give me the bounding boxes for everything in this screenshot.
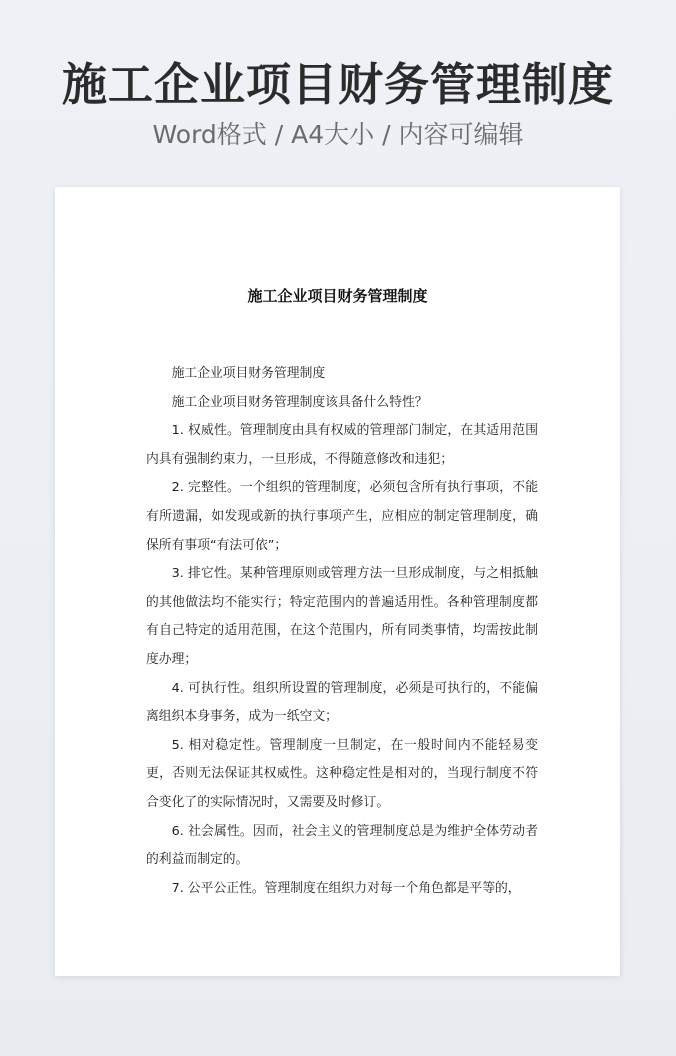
banner-subtitle: Word格式 / A4大小 / 内容可编辑: [152, 120, 524, 149]
document-page: [55, 187, 620, 976]
document-paragraph: 4. 可执行性。组织所设置的管理制度，必须是可执行的，不能偏离组织本身事务，成为一纸空文；: [146, 680, 538, 725]
document-body: [146, 360, 538, 903]
document-paragraph: 施工企业项目财务管理制度: [171, 366, 326, 381]
document-paragraph: 2. 完整性。一个组织的管理制度，必须包含所有执行事项，不能有所遗漏，如发现或新的执行事项产生，应相应的制定管理制度，确保所有事项“有法可依”；: [146, 480, 538, 553]
document-paragraph: 6. 社会属性。因而，社会主义的管理制度总是为维护全体劳动者的利益而制定的。: [146, 823, 538, 868]
document-paragraph: 7. 公平公正性。管理制度在组织力对每一个角色都是平等的，: [171, 880, 521, 896]
document-paragraph: 3. 排它性。某种管理原则或管理方法一旦形成制度，与之相抵触的其他做法均不能实行；特定范围内的普遍适用性。各种管理制度都有自己特定的适用范围，在这个范围内，所有同类事情，均需按此制度办理；: [146, 566, 538, 667]
document-title: 施工企业项目财务管理制度: [247, 287, 428, 305]
document-paragraph: 5. 相对稳定性。管理制度一旦制定，在一般时间内不能轻易变更，否则无法保证其权威性。这种稳定性是相对的，当现行制度不符合变化了的实际情况时，又需要及时修订。: [146, 737, 538, 810]
banner-title: 施工企业项目财务管理制度: [61, 58, 614, 111]
document-paragraph: 1. 权威性。管理制度由具有权威的管理部门制定，在其适用范围内具有强制约束力，一旦形成，不得随意修改和违犯；: [146, 423, 538, 467]
document-paragraph: 施工企业项目财务管理制度该具备什么特性？: [171, 394, 428, 410]
